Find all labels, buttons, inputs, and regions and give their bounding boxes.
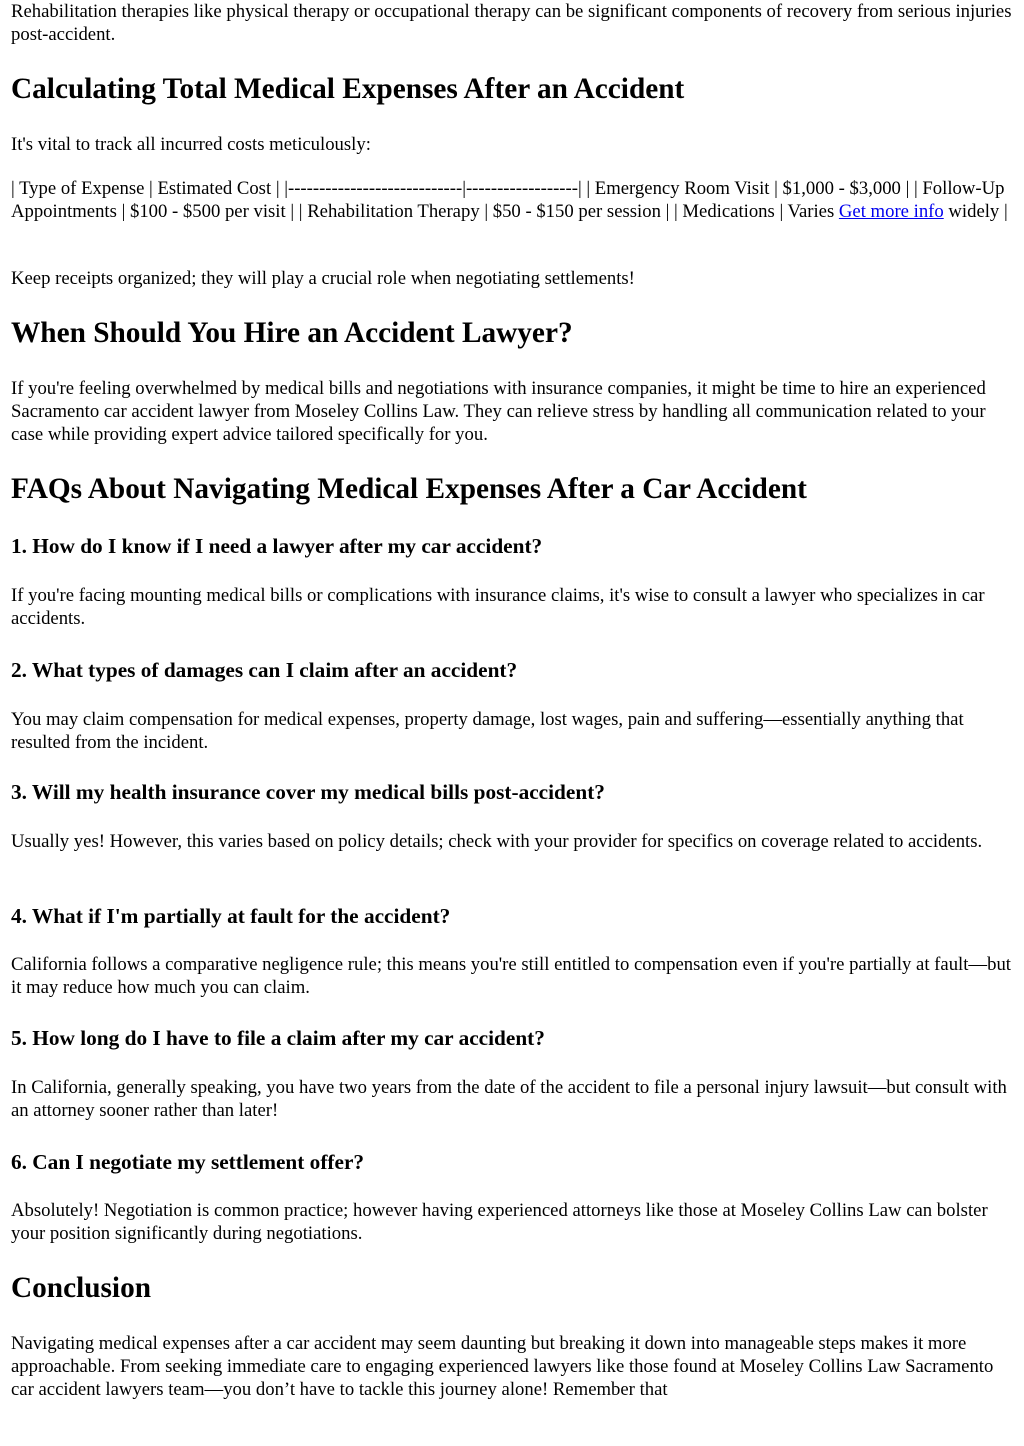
faq-answer: You may claim compensation for medical expenses, property damage, lost wages, pain and suffering—essentially anything that resulted from the incident. [11, 709, 964, 754]
faq-question: 1. How do I know if I need a lawyer after my car accident? [11, 534, 543, 558]
faq-question: 5. How long do I have to file a claim after my car accident? [11, 1026, 545, 1050]
expense-table-text [11, 177, 1015, 223]
faq-question: 6. Can I negotiate my settlement offer? [11, 1150, 365, 1174]
receipts-paragraph: Keep receipts organized; they will play a crucial role when negotiating settlements! [11, 268, 635, 289]
faq-answer: In California, generally speaking, you have two years from the date of the accident to file a personal injury lawsuit—but consult with an attorney sooner rather than later! [11, 1077, 1007, 1122]
calculating-intro: It's vital to track all incurred costs meticulously: [11, 134, 371, 155]
conclusion-heading: Conclusion [11, 1272, 152, 1304]
faq-answer: Usually yes! However, this varies based on policy details; check with your provider for specifics on coverage related to accidents. [11, 831, 983, 852]
get-more-info-link[interactable]: Get more info [838, 201, 944, 223]
table-text-before-link: | Type of Expense | Estimated Cost | |----------------------------|------------------| | Emergency Room Visit | $1,000 - $3,000 | | Follow-Up Appointments | $100 - $500 per visit | | Rehabilitation Therapy | $50 - $150 per session | | Medications | Varies [11, 178, 1005, 223]
conclusion-paragraph: Navigating medical expenses after a car accident may seem daunting but breaking it down into manageable steps makes it more approachable. From seeking immediate care to engaging experienced lawyers like those found at Moseley Collins Law Sacramento car accident lawyers team—you don’t have to tackle this journey alone! Remember that [11, 1333, 994, 1401]
hire-paragraph: If you're feeling overwhelmed by medical bills and negotiations with insurance companies, it might be time to hire an experienced Sacramento car accident lawyer from Moseley Collins Law. They can relieve stress by handling all communication related to your case while providing expert advice tailored specifically for you. [11, 378, 986, 446]
faq-question: 3. Will my health insurance cover my medical bills post-accident? [11, 780, 605, 804]
faq-question: 2. What types of damages can I claim after an accident? [11, 658, 518, 682]
faq-answer: If you're facing mounting medical bills or complications with insurance claims, it's wise to consult a lawyer who specializes in car accidents. [11, 585, 985, 630]
faqs-heading: FAQs About Navigating Medical Expenses After a Car Accident [11, 473, 807, 505]
hire-heading: When Should You Hire an Accident Lawyer? [11, 317, 573, 349]
calculating-heading: Calculating Total Medical Expenses After an Accident [11, 73, 685, 105]
table-text-after-link: widely | [943, 201, 1008, 223]
faq-question: 4. What if I'm partially at fault for the accident? [11, 904, 451, 928]
intro-paragraph: Rehabilitation therapies like physical therapy or occupational therapy can be significant components of recovery from serious injuries post-accident. [11, 1, 1012, 46]
faq-answer: Absolutely! Negotiation is common practice; however having experienced attorneys like those at Moseley Collins Law can bolster your position significantly during negotiations. [11, 1200, 988, 1245]
faq-answer: California follows a comparative negligence rule; this means you're still entitled to compensation even if you're partially at fault—but it may reduce how much you can claim. [11, 954, 1011, 999]
